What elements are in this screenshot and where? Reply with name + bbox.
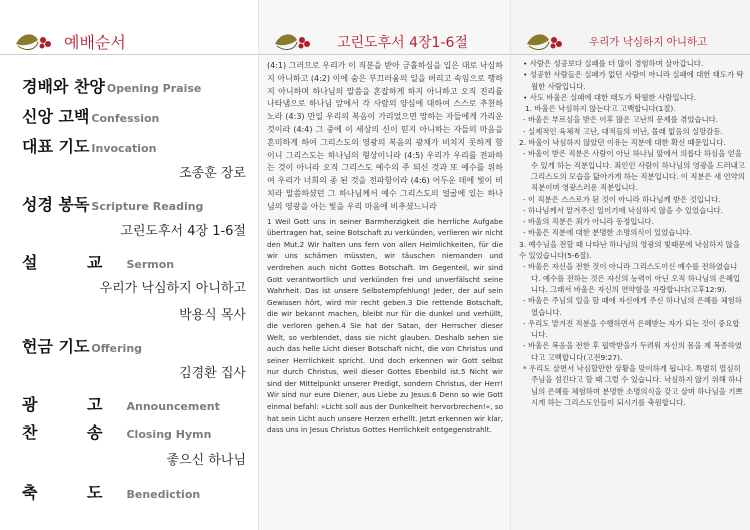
note-line: • 성공한 사람들은 실패가 없던 사람이 아니라 실패에 대한 태도가 탁월한 사람입니다. <box>523 70 744 91</box>
offering-leader: 김경환 집사 <box>179 366 246 381</box>
item-label-en: Benediction <box>126 488 201 501</box>
closing-hymn-title: 좋으신 하나님 <box>166 453 246 468</box>
opening-praise-item <box>22 74 201 97</box>
worship-order-title: 예배순서 <box>64 33 126 52</box>
item-label: 성경 봉독 <box>22 195 90 214</box>
note-line: - 이 직분은 스스로가 된 것이 아니라 하나님께 받은 것입니다. <box>523 194 721 204</box>
note-line: - 하나님께서 맡겨주신 일이기에 낙심하지 않을 수 있었습니다. <box>523 205 723 215</box>
panel-header <box>0 26 258 55</box>
sermon-notes-title: 우리가 낙심하지 아니하고 <box>589 36 708 48</box>
sermon-item <box>22 250 174 273</box>
scripture-panel <box>258 0 510 530</box>
item-label-en: Opening Praise <box>106 82 202 95</box>
note-line: - 실제적인 육체적 고난, 대적들의 비난, 몰래 없음의 실망감등. <box>523 126 723 136</box>
confession-item <box>22 104 159 127</box>
note-line: - 바울은 복음을 전한 후 핍박받을가 두려워 자신의 몸을 제 복종하였다고 고백합니다(고전9:27). <box>523 341 742 362</box>
item-label: 헌금 기도 <box>22 337 90 356</box>
item-label: 축 도 <box>22 483 125 502</box>
note-line: - 바울은 자신을 전한 것이 아니라 그리스도이신 예수를 전하였습니다. 예수를 전하는 것은 자신의 능력이 아닌 오직 하나님의 은혜입니다. 그래서 바울은 자신의 연약함을 자랑합니다(고후12:9). <box>523 262 741 294</box>
note-line: - 바울의 직분은 죄가 아니라 동정입니다. <box>523 217 654 227</box>
item-label-en: Confession <box>91 112 160 125</box>
benediction-item <box>22 480 200 503</box>
announcement-item <box>22 392 220 415</box>
note-line: 2. 바울이 낙심하지 않았던 이유는 직분에 대한 확신 때문입니다. <box>519 138 726 148</box>
invocation-item <box>22 134 156 157</box>
note-line: * 우리도 살면서 낙심할만한 상황을 맞이하게 됩니다. 특별히 열심히 주님을 섬긴다고 할 때 그럴 수 있습니다. 낙심하지 않기 위해 하나님의 은혜를 체험하며 분명한 소명의식을 갖고 살며 하나님을 기쁘시게 하는 그리스도인들이 되시기를 축원합니다. <box>523 364 743 407</box>
sermon-notes-list <box>519 58 745 408</box>
item-label-en: Scripture Reading <box>91 200 204 213</box>
note-line: - 우리도 맡겨진 직분을 수행하면서 은혜받는 자가 되는 것이 중요합니다. <box>523 318 740 340</box>
scripture-title: 고린도후서 4장1-6절 <box>337 35 468 51</box>
offering-item <box>22 334 142 357</box>
note-line: • 사도 바울은 실패에 대한 태도가 탁월한 사람입니다. <box>523 92 697 102</box>
item-label: 신앙 고백 <box>22 107 90 126</box>
note-line: - 바울이 받은 직분은 사람이 아닌 하나님 앞에서 의롭다 하심을 얻을 수 있게 하는 직분입니다. 죄인인 사람이 하나님의 영광을 드러내고 그리스도의 모습을 닮아가게 하는 직분입니다. 이 직분은 새 언약의 직분이며 영광스러운 직분입니다. <box>523 149 745 193</box>
note-line: - 바울은 직분에 대한 분명한 소명의식이 있었습니다. <box>523 228 693 238</box>
order-of-worship-panel <box>0 0 258 530</box>
sermon-title: 우리가 낙심하지 아니하고 <box>99 281 246 296</box>
panel-header <box>259 26 510 55</box>
sermon-notes-panel <box>510 0 750 530</box>
note-line: - 바울은 부르심을 받은 이후 많은 고난의 문제를 겪었습니다. <box>523 115 719 125</box>
closing-hymn-item <box>22 420 211 443</box>
scripture-body <box>267 60 503 436</box>
scripture-korean-text: (4:1) 그러므로 우리가 이 직분을 받아 긍휼하심을 입은 대로 낙심하지 아니하고 (4:2) 이에 숨은 부끄러움의 일을 버리고 속임으로 행하지 아니하며 하나님의 말씀을 혼잡하게 하지 아니하고 오직 진리를 나타냄으로 하나님 앞에서 각 사람의 양심에 대하여 스스로 추천하노라 (4:3) 만일 우리의 복음이 가리었으면 망하는 자들에게 가리운 것이라 (4:4) 그 중에 이 세상의 신이 믿지 아니하는 자들의 마음을 혼미하게 하여 그리스도의 영광의 복음의 광채가 비치지 못하게 함이니 그리스도는 하나님의 형상이니라 (4:5) 우리가 우리를 전파하는 것이 아니라 오직 그리스도 예수의 주 되신 것과 또 예수를 위하여 우리가 너희의 종 된 것을 전파함이라 (4:6) 어두운 데에 빛이 비치라 말씀하셨던 그 하나님께서 예수 그리스도의 얼굴에 있는 하나님의 영광을 아는 빛을 우리 마음에 비추셨느니라 <box>267 61 503 211</box>
scripture-reading-item <box>22 192 203 215</box>
note-line: 1. 바울은 낙심하지 않는다고 고백합니다(1절). <box>525 104 676 114</box>
sermon-preacher: 박용식 목사 <box>179 308 246 323</box>
item-label-en: Sermon <box>126 258 175 271</box>
item-label-en: Invocation <box>91 142 157 155</box>
invocation-leader: 조종훈 장로 <box>179 166 246 181</box>
item-label: 경배와 찬양 <box>22 77 105 96</box>
scripture-german-text: 1 Weil Gott uns in seiner Barmherzigkeit die herrliche Aufgabe übertragen hat, seine Botschaft zu verkünden, verlieren wir nicht den Mut.2 Wir halten uns fern von allen Heimlichkeiten, für die wir uns schämen müssten, wir täuschen niemanden und verdrehen auch nicht Gottes Botschaft. Im Gegenteil, wir sind Gott verantwortlich und verkünden frei und unverfälscht seine Wahrheit. Das ist unsere Selbstempfehlung! Jeder, der auf sein Gewissen hört, wird mir recht geben.3 Die rettende Botschaft, die wir bekannt machen, bleibt nur für die dunkel und verhüllt, die verloren gehen.4 Sie hat der Satan, der Herrscher dieser Welt, so verblendet, dass sie nicht glauben. Deshalb sehen sie auch das helle Licht dieser Botschaft nicht, die von Christus und seiner Herrlichkeit spricht. Und doch erkennen wir Gott selbst nur durch Christus, weil dieser Gottes Ebenbild ist.5 Nicht wir sind der Mittelpunkt unserer Predigt, sondern Christus, der Herr! Wir sind nur eure Diener, aus Liebe zu Jesus.6 Denn so wie Gott einmal befahl: »Licht soll aus der Dunkelheit hervorbrechen!«, so hat sein Licht auch unsere Herzen erhellt. Jetzt erkennen wir klar, dass uns in Jesus Christus Gottes Herrlichkeit entgegenstrahlt. <box>267 216 503 435</box>
item-label-en: Closing Hymn <box>126 428 212 441</box>
scripture-passage: 고린도후서 4장 1-6절 <box>120 224 246 239</box>
item-label: 설 교 <box>22 253 125 272</box>
note-line: • 사람은 성공보다 실패를 더 많이 경험하며 살아갑니다. <box>523 59 704 68</box>
note-line: - 바울은 주님의 일을 할 때에 자신에게 주신 하나님의 은혜를 체험하였습니다. <box>523 296 742 317</box>
item-label-en: Offering <box>91 342 143 355</box>
item-label: 찬 송 <box>22 423 125 442</box>
leaf-ornament-icon <box>273 30 313 52</box>
panel-header <box>511 26 750 55</box>
item-label-en: Announcement <box>126 400 220 413</box>
item-label: 광 고 <box>22 395 125 414</box>
note-line: 3. 예수님을 전할 때 나타난 하나님의 영광의 빛때문에 낙심하지 않을 수 있었습니다(5-6절). <box>519 239 740 261</box>
leaf-ornament-icon <box>525 30 565 52</box>
leaf-ornament-icon <box>14 30 54 52</box>
item-label: 대표 기도 <box>22 137 90 156</box>
